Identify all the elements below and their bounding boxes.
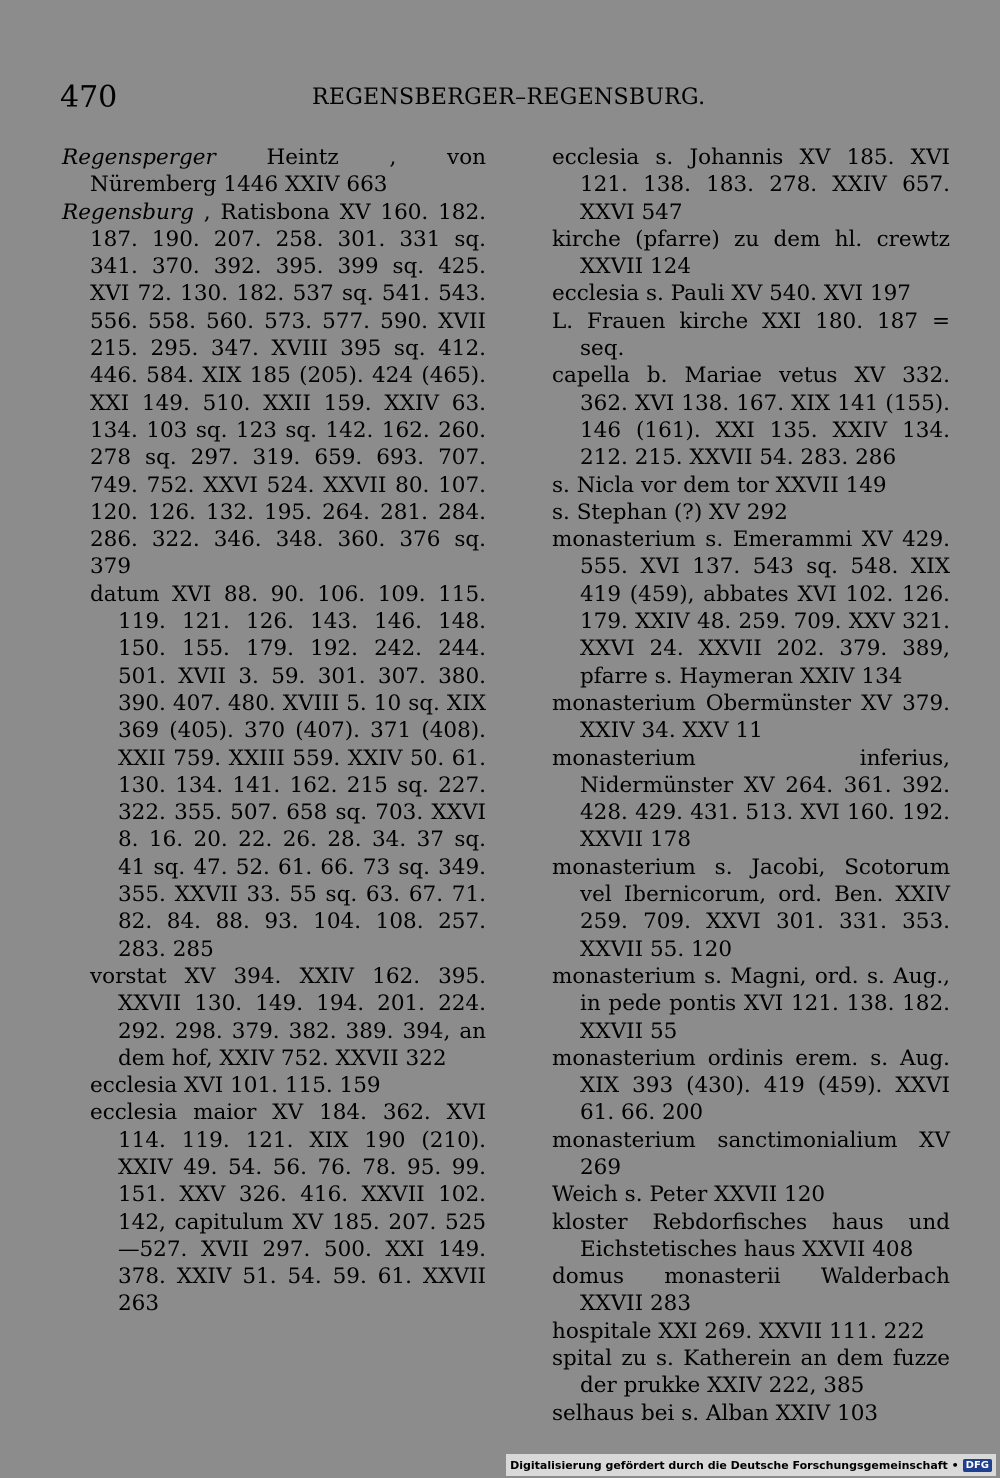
left-column bbox=[62, 144, 486, 1318]
sub-entry: monasterium s. Magni, ord. s. Aug., in pede pontis XVI 121. 138. 182. XXVII 55 bbox=[552, 963, 950, 1044]
sub-entry: monasterium ordinis erem. s. Aug. XIX 393 (430). 419 (459). XXVI 61. 66. 200 bbox=[552, 1045, 950, 1126]
sub-entry: ecclesia maior XV 184. 362. XVI 114. 119. 121. XIX 190 (210). XXIV 49. 54. 56. 76. 78. 95. 99. 151. XXV 326. 416. XXVII 102. 142, capitulum XV 185. 207. 525—527. XVII 297. 500. XXI 149. 378. XXIV 51. 54. 59. 61. XXVII 263 bbox=[90, 1100, 486, 1317]
sub-entry: ecclesia s. Pauli XV 540. XVI 197 bbox=[552, 281, 911, 307]
headword: Regensperger bbox=[62, 145, 216, 170]
sub-entry: kloster Rebdorfisches haus und Eichstetisches haus XXVII 408 bbox=[552, 1209, 950, 1262]
entry-text: Heintz , von Nüremberg 1446 XXIV 663 bbox=[90, 145, 486, 198]
sub-entry: ecclesia XVI 101. 115. 159 bbox=[90, 1073, 381, 1099]
sub-entry: monasterium sanctimonialium XV 269 bbox=[552, 1127, 950, 1180]
running-head: REGENSBERGER–REGENSBURG. bbox=[312, 85, 706, 110]
page-number: 470 bbox=[60, 80, 118, 115]
footer-text: Digitalisierung gefördert durch die Deutsche Forschungsgemeinschaft • bbox=[510, 1458, 959, 1472]
sub-entry: ecclesia s. Johannis XV 185. XVI 121. 138. 183. 278. XXIV 657. XXVI 547 bbox=[552, 145, 950, 225]
sub-entry: monasterium s. Jacobi, Scotorum vel Ibernicorum, ord. Ben. XXIV 259. 709. XXVI 301. 331. 353. XXVII 55. 120 bbox=[552, 854, 950, 962]
sub-entry: domus monasterii Walderbach XXVII 283 bbox=[552, 1264, 950, 1317]
right-column bbox=[552, 144, 950, 1427]
sub-entry: selhaus bei s. Alban XXIV 103 bbox=[552, 1400, 879, 1426]
dfg-logo: DFG bbox=[963, 1459, 992, 1472]
headword: Regensburg bbox=[62, 199, 194, 225]
sub-entry: monasterium Obermünster XV 379. XXIV 34. XXV 11 bbox=[552, 690, 950, 744]
sub-entry: Weich s. Peter XXVII 120 bbox=[552, 1182, 826, 1208]
sub-entry: monasterium inferius, Nidermünster XV 264. 361. 392. 428. 429. 431. 513. XVI 160. 192. XXVII 178 bbox=[552, 745, 950, 853]
index-entry bbox=[62, 199, 486, 581]
sub-entry: L. Frauen kirche XXI 180. 187 = seq. bbox=[552, 308, 950, 362]
sub-entry: monasterium s. Emerammi XV 429. 555. XVI 137. 543 sq. 548. XIX 419 (459), abbates XVI 102. 126. 179. XXIV 48. 259. 709. XXV 321. XXVI 24. XXVII 202. 379. 389, pfarre s. Haymeran XXIV 134 bbox=[552, 527, 950, 689]
entry-text: , Ratisbona XV 160. 182. 187. 190. 207. 258. 301. 331 sq. 341. 370. 392. 395. 399 sq. 425. XVI 72. 130. 182. 537 sq. 541. 543. 556. 558. 560. 573. 577. 590. XVII 215. 295. 347. XVIII 395 sq. 412. 446. 584. XIX 185 (205). 424 (465). XXI 149. 510. XXII 159. XXIV 63. 134. 103 sq. 123 sq. 142. 162. 260. 278 sq. 297. 319. 659. 693. 707. 749. 752. XXVI 524. XXVII 80. 107. 120. 126. 132. 195. 264. 281. 284. 286. 322. 346. 348. 360. 376 sq. 379 bbox=[90, 199, 486, 580]
footer-banner bbox=[506, 1454, 996, 1476]
sub-entry: s. Stephan (?) XV 292 bbox=[552, 499, 788, 525]
sub-entry: capella b. Mariae vetus XV 332. 362. XVI 138. 167. XIX 141 (155). 146 (161). XXI 135. XXIV 134. 212. 215. XXVII 54. 283. 286 bbox=[552, 363, 950, 471]
sub-entry: spital zu s. Katherein an dem fuzze der prukke XXIV 222, 385 bbox=[552, 1346, 950, 1399]
sub-entry: kirche (pfarre) zu dem hl. crewtz XXVII 124 bbox=[552, 226, 950, 280]
sub-entry: hospitale XXI 269. XXVII 111. 222 bbox=[552, 1318, 925, 1344]
sub-entry: s. Nicla vor dem tor XXVII 149 bbox=[552, 472, 887, 498]
sub-entry: vorstat XV 394. XXIV 162. 395. XXVII 130. 149. 194. 201. 224. 292. 298. 379. 382. 389. 394, an dem hof, XXIV 752. XXVII 322 bbox=[90, 963, 486, 1071]
index-entry bbox=[62, 144, 486, 199]
sub-entry: datum XVI 88. 90. 106. 109. 115. 119. 121. 126. 143. 146. 148. 150. 155. 179. 192. 242. 244. 501. XVII 3. 59. 301. 307. 380. 390. 407. 480. XVIII 5. 10 sq. XIX 369 (405). 370 (407). 371 (408). XXII 759. XXIII 559. XXIV 50. 61. 130. 134. 141. 162. 215 sq. 227. 322. 355. 507. 658 sq. 703. XXVI 8. 16. 20. 22. 26. 28. 34. 37 sq. 41 sq. 47. 52. 61. 66. 73 sq. 349. 355. XXVII 33. 55 sq. 63. 67. 71. 82. 84. 88. 93. 104. 108. 257. 283. 285 bbox=[90, 581, 486, 962]
